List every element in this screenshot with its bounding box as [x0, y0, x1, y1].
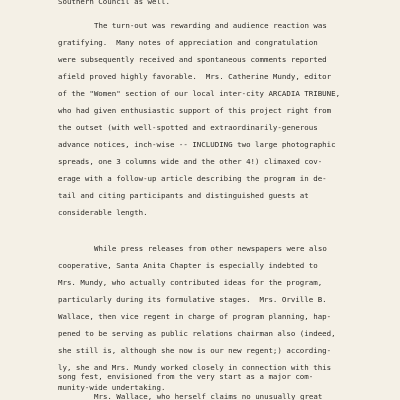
text-line: munity-wide undertaking.: [58, 383, 166, 392]
text-line: who had given enthusiastic support of this project right from: [58, 106, 332, 115]
text-line: Mrs. Wallace, who herself claims no unusually great: [94, 392, 323, 400]
text-line: advance notices, inch-wise -- INCLUDING two large photographic: [58, 140, 336, 149]
text-line: ly, she and Mrs. Mundy worked closely in connection with this: [58, 363, 332, 372]
text-line: of the "Women" section of our local inter-city ARCADIA TRIBUNE,: [58, 89, 341, 98]
text-line: afield proved highly favorable. Mrs. Catherine Mundy, editor: [58, 72, 332, 81]
text-line: particularly during its formulative stages. Mrs. Orville B.: [58, 295, 327, 304]
text-line: erage with a follow-up article describing the program in de-: [58, 174, 327, 183]
text-line: Mrs. Mundy, who actually contributed ideas for the program,: [58, 278, 323, 287]
text-line: song fest, envisioned from the very start as a major com-: [58, 372, 314, 381]
text-line: Wallace, then vice regent in charge of program planning, hap-: [58, 312, 332, 321]
text-line: spreads, one 3 columns wide and the other 4!) climaxed cov-: [58, 157, 323, 166]
text-line: While press releases from other newspapers were also: [94, 244, 327, 253]
text-line: considerable length.: [58, 208, 148, 217]
text-line: tail and citing participants and distinguished guests at: [58, 191, 309, 200]
text-line: pened to be serving as public relations chairman also (indeed,: [58, 329, 336, 338]
text-line: were subsequently received and spontaneous comments reported: [58, 55, 327, 64]
text-line: gratifying. Many notes of appreciation and congratulation: [58, 38, 318, 47]
text-line: Southern Council as well.: [58, 0, 170, 6]
text-line: The turn-out was rewarding and audience reaction was: [94, 21, 327, 30]
text-line: cooperative, Santa Anita Chapter is especially indebted to: [58, 261, 318, 270]
text-line: the outset (with well-spotted and extraordinarily-generous: [58, 123, 318, 132]
text-line: she still is, although she now is our new regent;) according-: [58, 346, 332, 355]
